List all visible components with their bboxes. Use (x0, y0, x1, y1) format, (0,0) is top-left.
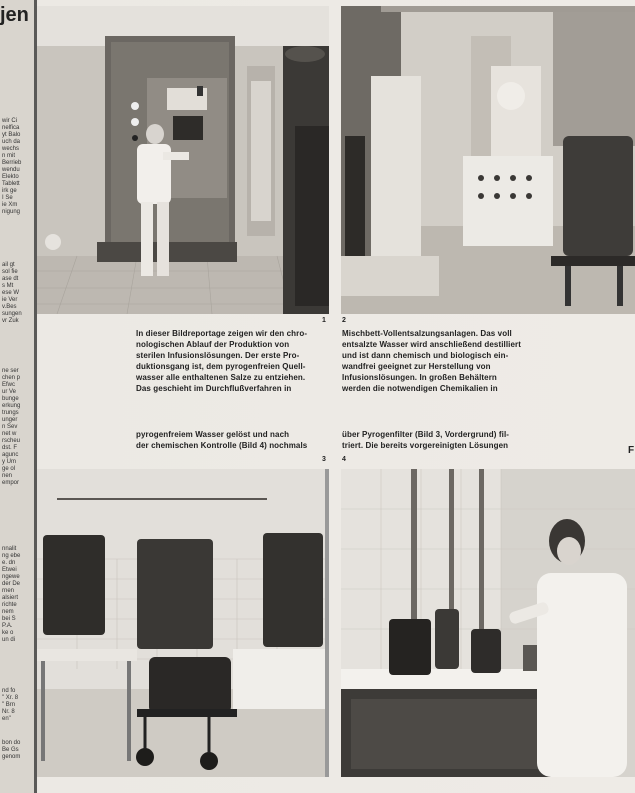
caption-line: In dieser Bildreportage zeigen wir den chro- (136, 329, 308, 338)
photo-4 (341, 469, 635, 777)
caption-top-left (136, 328, 328, 394)
photo-2-illustration (341, 6, 635, 314)
caption-line: der chemischen Kontrolle (Bild 4) nochmals (136, 441, 308, 450)
caption-line: sterilen Infusionslösungen. Der erste Pro- (136, 351, 300, 360)
caption-line: über Pyrogenfilter (Bild 3, Vordergrund) fil- (342, 430, 510, 439)
heading-fragment: jen (0, 4, 29, 26)
photo-1-illustration (37, 6, 329, 314)
photo-3-illustration (37, 469, 329, 777)
caption-line: entsalzte Wasser wird anschließend destilliert (342, 340, 522, 349)
caption-bottom-right (342, 429, 534, 451)
caption-line: triert. Die bereits vorgereinigten Lösungen (342, 441, 509, 450)
photo-number-1: 1 (322, 317, 326, 324)
caption-line: und ist dann chemisch und biologisch ein- (342, 351, 509, 360)
text-fragment: ail gt sol fie ase dt s Mt ese W ie Ver v.Bes sungen vr Zuk (2, 262, 22, 324)
caption-line: wasser alle enthaltenen Salze zu entziehen. (136, 373, 306, 382)
caption-line: duktionsgang ist, dem pyrogenfreien Quell- (136, 362, 306, 371)
photo-3 (37, 469, 329, 777)
caption-line: Mischbett-Vollentsalzungsanlagen. Das voll (342, 329, 512, 338)
text-fragment: wir Ci nelfica yt Balo uch da wechs n mit Berrieb wendu Elekto Tablett irk ge I Se ie Xm nigung (2, 118, 22, 215)
caption-bottom-left (136, 429, 328, 451)
text-fragment: nd fo " Xr. 8 " Brn Nr. 8 en" (2, 688, 19, 722)
text-fragment: bon do Be Gs genom (2, 740, 21, 760)
photo-number-3: 3 (322, 456, 326, 463)
photo-number-4: 4 (342, 456, 346, 463)
photo-2 (341, 6, 635, 314)
caption-line: pyrogenfreiem Wasser gelöst und nach (136, 430, 290, 439)
text-fragment: ne ser chen p Efwc ur Ve bunge erkung trungs unger n Sev net w rscheu dst. F agunc y Um ge ol nen empor (2, 368, 21, 486)
text-fragment: nnalit ng ebe e. dn Etwei ngewe der De rnen alsiert richte nem bei S P.A. ke o un di (2, 546, 21, 643)
caption-line: werden die notwendigen Chemikalien in (342, 384, 498, 393)
caption-line: Infusionslösungen. In großen Behältern (342, 373, 497, 382)
caption-line: Das geschieht im Durchflußverfahren in (136, 384, 292, 393)
photo-1 (37, 6, 329, 314)
photo-4-illustration (341, 469, 635, 777)
next-page-letter: F (628, 445, 635, 456)
caption-line: wandfrei geeignet zur Herstellung von (342, 362, 491, 371)
caption-top-right (342, 328, 532, 394)
previous-page-strip (0, 0, 34, 793)
photo-number-2: 2 (342, 317, 346, 324)
caption-line: nologischen Ablauf der Produktion von (136, 340, 290, 349)
